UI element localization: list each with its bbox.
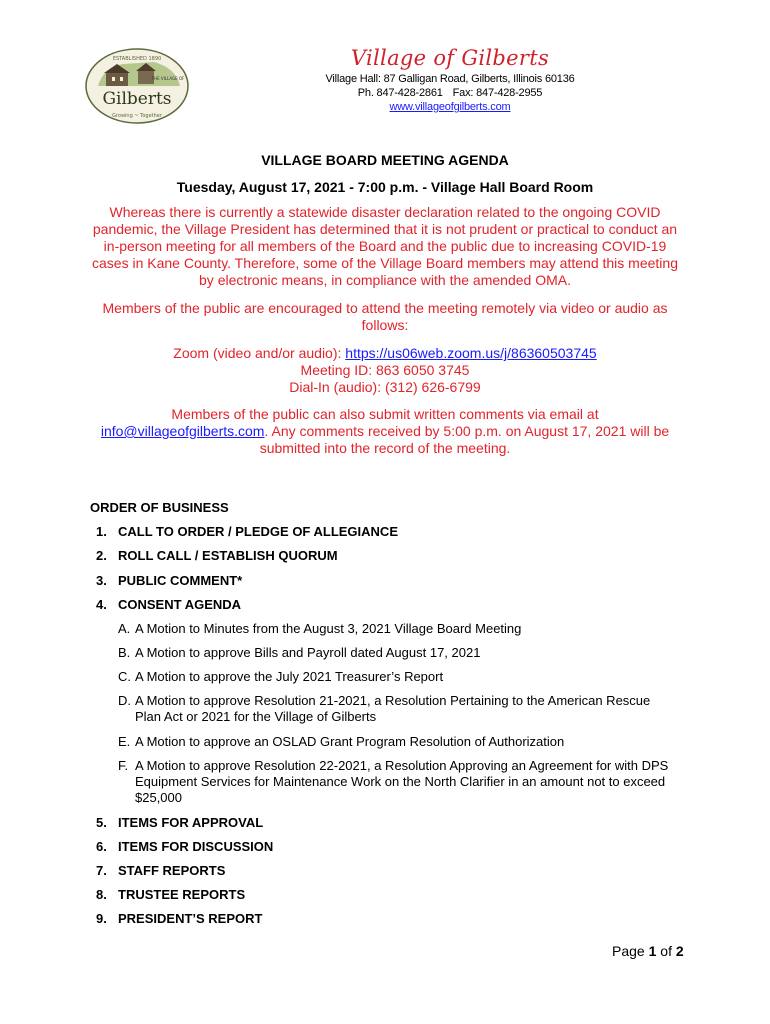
agenda-item: 9. PRESIDENT’S REPORT xyxy=(96,911,263,926)
agenda-item: 2. ROLL CALL / ESTABLISH QUORUM xyxy=(96,548,338,563)
agenda-item: 1. CALL TO ORDER / PLEDGE OF ALLEGIANCE xyxy=(96,524,398,539)
agenda-item: 6. ITEMS FOR DISCUSSION xyxy=(96,839,274,854)
notice-line: cases in Kane County. Therefore, some of the Village Board members may attend this meeting xyxy=(92,255,678,271)
dial-in: Dial-In (audio): (312) 626-6799 xyxy=(289,379,481,395)
notice-line: follows: xyxy=(361,317,409,333)
meeting-id: Meeting ID: 863 6050 3745 xyxy=(300,362,470,378)
village-address: Village Hall: 87 Galligan Road, Gilberts, Illinois 60136 xyxy=(325,73,575,85)
notice-line: . Any comments received by 5:00 p.m. on August 17, 2021 will be xyxy=(264,423,670,439)
remote-attendance-notice xyxy=(58,300,712,334)
agenda-item: 5. ITEMS FOR APPROVAL xyxy=(96,815,264,830)
notice-line: by electronic means, in compliance with the amended OMA. xyxy=(199,272,571,288)
website-link[interactable]: www.villageofgilberts.com xyxy=(389,101,511,113)
notice-line: Members of the public are encouraged to attend the meeting remotely via video or audio as xyxy=(102,300,668,316)
notice-line: Whereas there is currently a statewide disaster declaration related to the ongoing COVID xyxy=(109,204,661,220)
consent-item: F. A Motion to approve Resolution 22-2021, a Resolution Approving an Agreement for with DPS Equipment Services for Maintenance Work on the North Clarifier in an amount not to exceed $25,000 xyxy=(118,758,669,805)
page-number: Page 1 of 2 xyxy=(612,943,684,959)
agenda-item: 7. STAFF REPORTS xyxy=(96,863,226,878)
svg-text:THE VILLAGE OF: THE VILLAGE OF xyxy=(151,76,185,81)
agenda-subtitle: Tuesday, August 17, 2021 - 7:00 p.m. - Village Hall Board Room xyxy=(176,179,594,195)
village-name: Village of Gilberts xyxy=(350,46,550,70)
consent-item: E. A Motion to approve an OSLAD Grant Program Resolution of Authorization xyxy=(118,734,565,749)
zoom-label: Zoom (video and/or audio): xyxy=(173,345,346,361)
zoom-info xyxy=(58,345,712,396)
agenda-item: 4. CONSENT AGENDA xyxy=(96,597,242,612)
phone-number: Ph. 847-428-2861 xyxy=(357,87,443,99)
svg-text:ESTABLISHED 1890: ESTABLISHED 1890 xyxy=(112,56,162,62)
order-of-business-heading: ORDER OF BUSINESS xyxy=(90,500,229,515)
agenda-item: 3. PUBLIC COMMENT* xyxy=(96,573,243,588)
agenda-title: VILLAGE BOARD MEETING AGENDA xyxy=(261,152,509,168)
consent-item: C. A Motion to approve the July 2021 Treasurer’s Report xyxy=(118,669,444,684)
consent-item: D. A Motion to approve Resolution 21-2021, a Resolution Pertaining to the American Rescue Plan Act or 2021 for the Village of Gilberts xyxy=(118,693,651,724)
notice-line: in-person meeting for all members of the Board and the public due to increasing COVID-19 xyxy=(103,238,667,254)
consent-item: B. A Motion to approve Bills and Payroll dated August 17, 2021 xyxy=(118,645,481,660)
svg-text:Growing ~ Together: Growing ~ Together xyxy=(112,113,162,119)
agenda-item: 8. TRUSTEE REPORTS xyxy=(96,887,246,902)
notice-line: Members of the public can also submit written comments via email at xyxy=(171,406,599,422)
covid-notice xyxy=(58,204,712,289)
fax-number: Fax: 847-428-2955 xyxy=(452,87,543,99)
notice-line: submitted into the record of the meeting. xyxy=(259,440,511,456)
svg-text:Gilberts: Gilberts xyxy=(102,89,172,109)
zoom-link[interactable]: https://us06web.zoom.us/j/86360503745 xyxy=(345,345,597,361)
written-comments-notice xyxy=(58,406,712,457)
consent-item: A. A Motion to Minutes from the August 3, 2021 Village Board Meeting xyxy=(118,621,522,636)
letterhead xyxy=(300,44,600,114)
email-link[interactable]: info@villageofgilberts.com xyxy=(100,423,265,439)
notice-line: pandemic, the Village President has determined that it is not prudent or practical to conduct an xyxy=(92,221,678,237)
contact-line xyxy=(300,86,600,100)
village-logo xyxy=(84,46,190,126)
